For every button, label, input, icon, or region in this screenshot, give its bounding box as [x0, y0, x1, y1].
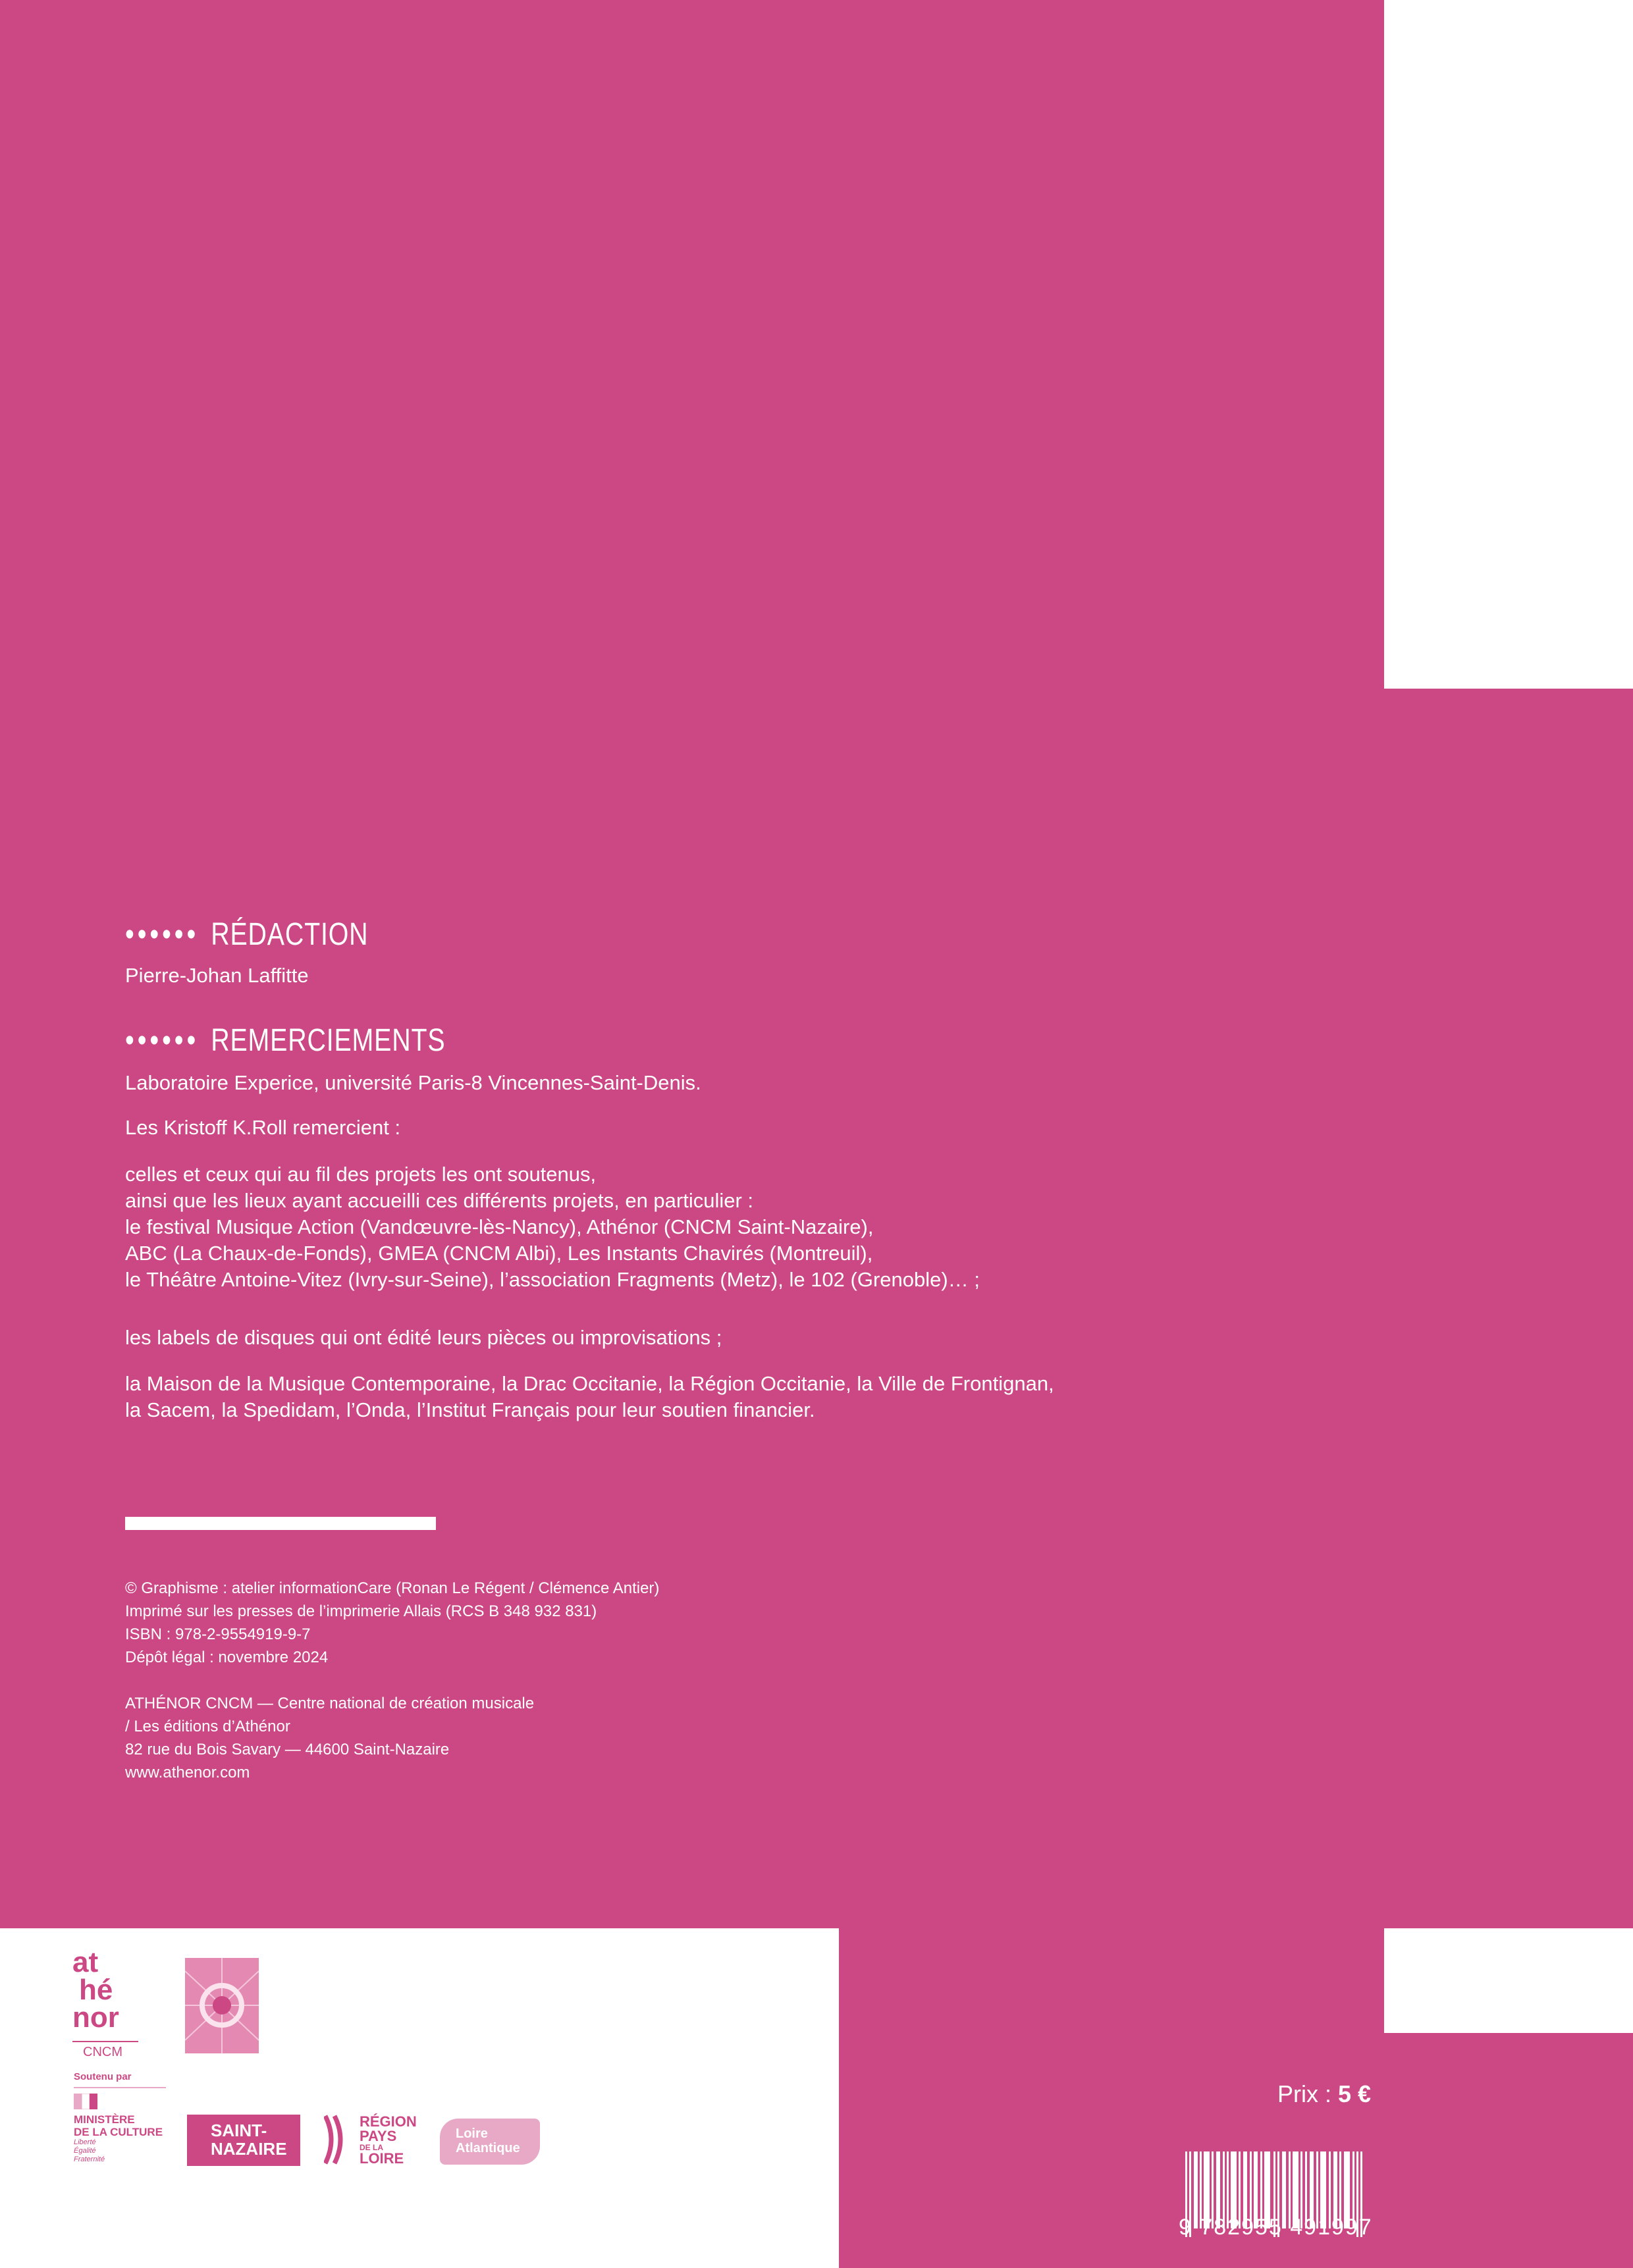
loire-atlantique-logo: Loire Atlantique [440, 2119, 540, 2165]
page-background-right-strip [839, 1928, 1384, 2033]
remerciements-labels: les labels de disques qui ont édité leurs pièces ou improvisations ; [125, 1326, 722, 1349]
region-pays-de-la-loire-icon [324, 2113, 352, 2166]
remerciements-block-lieux: celles et ceux qui au fil des projets les ont soutenus, ainsi que les lieux ayant accueilli ces différents projets, en particulier : le festival Musique Action (Vandœuvre-lès-Nancy), Athénor (CNCM Saint-Nazaire), ABC (La Chaux-de-Fonds), GMEA (CNCM Albi), Les Instants Chavirés (Montreuil), le Théâtre Antoine-Vitez (Ivry-sur-Seine), l’association Fragments (Metz), le 102 (Grenoble)… ; [125, 1163, 980, 1291]
price-label: Prix : 5 € [1277, 2080, 1372, 2107]
colophon: © Graphisme : atelier informationCare (Ronan Le Régent / Clémence Antier) Imprimé sur les presses de l’imprimerie Allais (RCS B 348 932 831) ISBN : 978-2-9554919-9-7 Dépôt légal : novembre 2024 [125, 1579, 660, 1666]
divider-bar [125, 1517, 436, 1530]
sunburst-core [213, 1996, 231, 2015]
redaction-name: Pierre-Johan Laffitte [125, 964, 309, 987]
barcode-number: 9 782955 491997 [1179, 2215, 1373, 2240]
publisher-address: ATHÉNOR CNCM — Centre national de création musicale / Les éditions d’Athénor 82 rue du Bois Savary — 44600 Saint-Nazaire www.athenor.com [125, 1695, 535, 1781]
soutenu-divider [74, 2087, 166, 2088]
athenor-divider [72, 2041, 138, 2042]
region-pays-de-la-loire-logo: RÉGION PAYS DE LA LOIRE [360, 2113, 417, 2167]
remerciements-heading: •••••• REMERCIEMENTS [125, 1023, 446, 1058]
sunburst-logo [185, 1958, 259, 2053]
athenor-logo: at hé nor [72, 1946, 119, 2034]
remerciements-laboratoire: Laboratoire Experice, université Paris-8 Vincennes-Saint-Denis. [125, 1071, 701, 1094]
remerciements-block-financeurs: la Maison de la Musique Contemporaine, la Drac Occitanie, la Région Occitanie, la Ville de Frontignan, la Sacem, la Spedidam, l’Onda, l’Institut Français pour leur soutien financier. [125, 1372, 1054, 1421]
ministere-marianne-icon [74, 2094, 97, 2109]
page-background [0, 0, 1384, 689]
remerciements-intro: Les Kristoff K.Roll remercient : [125, 1116, 401, 1139]
ministere-logo: MINISTÈRE DE LA CULTURE Liberté Égalité Fraternité [74, 2113, 163, 2163]
soutenu-par: Soutenu par [74, 2071, 132, 2082]
athenor-cncm: CNCM [83, 2045, 122, 2059]
redaction-heading: •••••• RÉDACTION [125, 917, 369, 952]
saint-nazaire-logo: SAINT- NAZAIRE [187, 2115, 300, 2166]
